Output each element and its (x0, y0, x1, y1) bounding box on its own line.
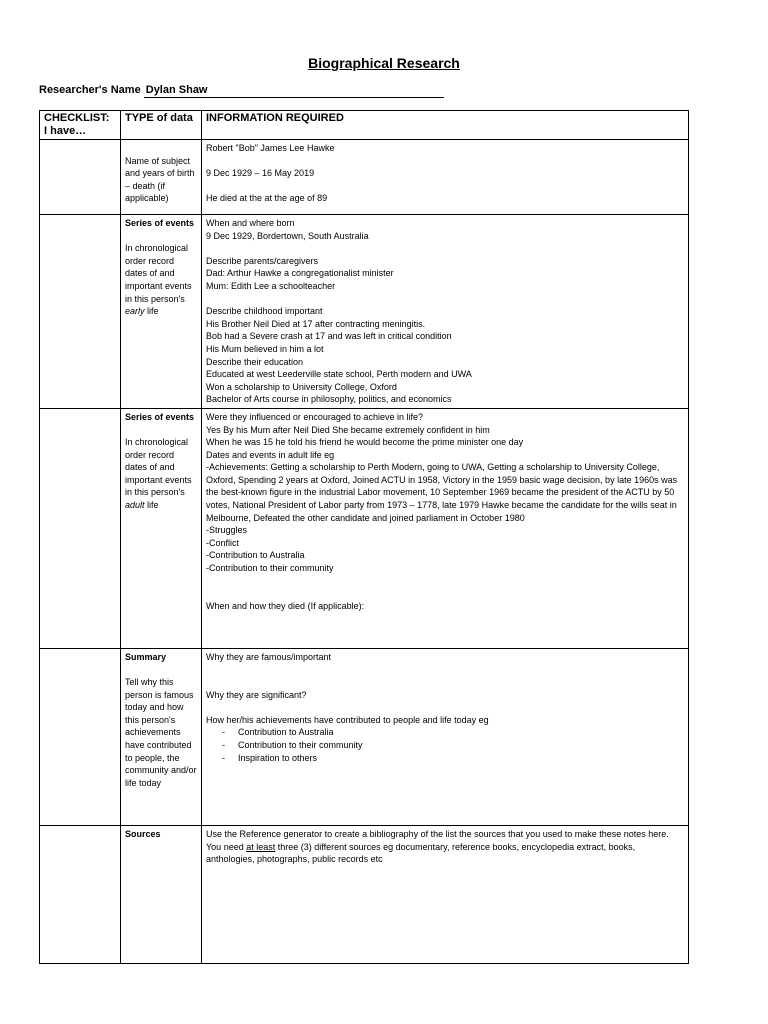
page-title: Biographical Research (308, 55, 460, 71)
checklist-header-line2: I have… (44, 125, 87, 137)
subject-name: Robert "Bob" James Lee Hawke (206, 143, 335, 153)
info-line: -Conflict (206, 537, 240, 548)
checklist-cell[interactable] (40, 648, 121, 825)
table-row (40, 648, 689, 825)
checklist-cell[interactable] (40, 140, 121, 215)
type-description: In chronological order record dates of and important events in this person's adult life (125, 437, 192, 511)
achievements-text: -Achievements: Getting a scholarship to Perth Modern, going to UWA, Getting a scholarship to University College, Oxford, Spending 2 years at Oxford, Joined ACTU in 1958, Victory in the 1959 basic wage decision, by late 1960s was the best-known figure in the industrial Labor movement, 10 September 1969 became the president of the ACTU by 50 votes, National President of Labor party from 1973 – 1778, late 1979 Hawke became the candidate for the wills seat in Melbourne, Defeated the other candidate and joined parliament in October 1980 (206, 462, 678, 523)
info-line: 9 Dec 1929, Bordertown, South Australia (206, 230, 369, 241)
info-line: Mum: Edith Lee a schoolteacher (206, 280, 336, 291)
info-cell[interactable] (202, 825, 689, 963)
checklist-header (40, 111, 121, 140)
type-description: In chronological order record dates of and important events in this person's early life (125, 243, 192, 317)
info-cell[interactable] (202, 215, 689, 409)
type-title: Summary (125, 651, 167, 662)
subject-dates: 9 Dec 1929 – 16 May 2019 (206, 168, 315, 179)
info-line: Why they are famous/important (206, 651, 332, 662)
info-cell[interactable] (202, 408, 689, 648)
table-row (40, 408, 689, 648)
type-cell (121, 648, 202, 825)
info-cell[interactable] (202, 140, 689, 215)
type-title: Series of events (125, 218, 195, 228)
researcher-label: Researcher's Name (39, 84, 141, 96)
info-line: Educated at west Leederville state school, Perth modern and UWA (206, 369, 472, 380)
list-item: - Contribution to Australia (222, 727, 334, 738)
type-cell (121, 825, 202, 963)
type-title: Sources (125, 828, 161, 839)
info-line: When and how they died (If applicable): (206, 600, 365, 611)
type-cell (121, 140, 202, 215)
checklist-cell[interactable] (40, 825, 121, 963)
info-line: Yes By his Mum after Neil Died She became extremely confident in him (206, 424, 490, 435)
table-header-row (40, 111, 689, 140)
table-row (40, 825, 689, 963)
info-header: INFORMATION REQUIRED (202, 111, 689, 140)
checklist-header-line1: CHECKLIST: (44, 112, 110, 124)
checklist-cell[interactable] (40, 408, 121, 648)
info-line: Won a scholarship to University College, Oxford (206, 381, 397, 392)
info-line: Why they are significant? (206, 689, 307, 700)
info-cell[interactable] (202, 648, 689, 825)
researcher-name-field[interactable]: Dylan Shaw (144, 84, 444, 98)
info-line: Dates and events in adult life eg (206, 449, 335, 460)
info-line: When he was 15 he told his friend he would become the prime minister one day (206, 437, 524, 448)
info-line: His Mum believed in him a lot (206, 343, 324, 354)
type-cell (121, 408, 202, 648)
sources-instructions: Use the Reference generator to create a bibliography of the list the sources that you used to make these notes here. You need at least three (3) different sources eg documentary, reference books, encyclopedia extract, books, anthologies, photographs, public records etc (206, 828, 669, 865)
info-line: Were they influenced or encouraged to achieve in life? (206, 411, 423, 422)
info-line: -Contribution to their community (206, 563, 334, 574)
researcher-line (39, 84, 444, 98)
type-title: Series of events (125, 411, 195, 422)
info-line: How her/his achievements have contributed to people and life today eg (206, 714, 489, 725)
list-item: - Inspiration to others (222, 752, 318, 763)
list-item: - Contribution to their community (222, 740, 363, 751)
info-line: Bachelor of Arts course in philosophy, politics, and economics (206, 394, 452, 405)
research-table (39, 110, 689, 964)
info-line: When and where born (206, 218, 295, 228)
type-description: Tell why this person is famous today and how this person's achievements have contributed to people, the community and/or life today (125, 677, 197, 788)
info-line: -Struggles (206, 525, 248, 536)
info-line: Bob had a Severe crash at 17 and was left in critical condition (206, 331, 452, 342)
type-cell (121, 215, 202, 409)
table-row (40, 140, 689, 215)
info-line: Dad: Arthur Hawke a congregationalist minister (206, 268, 394, 279)
info-line: His Brother Neil Died at 17 after contracting meningitis. (206, 318, 426, 329)
subject-age: He died at the at the age of 89 (206, 193, 328, 204)
info-line: Describe childhood important (206, 306, 323, 317)
table-row (40, 215, 689, 409)
info-line: Describe their education (206, 356, 304, 367)
checklist-cell[interactable] (40, 215, 121, 409)
info-line: -Contribution to Australia (206, 550, 305, 561)
type-header: TYPE of data (121, 111, 202, 140)
type-description: Name of subject and years of birth – death (if applicable) (125, 155, 195, 204)
info-line: Describe parents/caregivers (206, 255, 319, 266)
